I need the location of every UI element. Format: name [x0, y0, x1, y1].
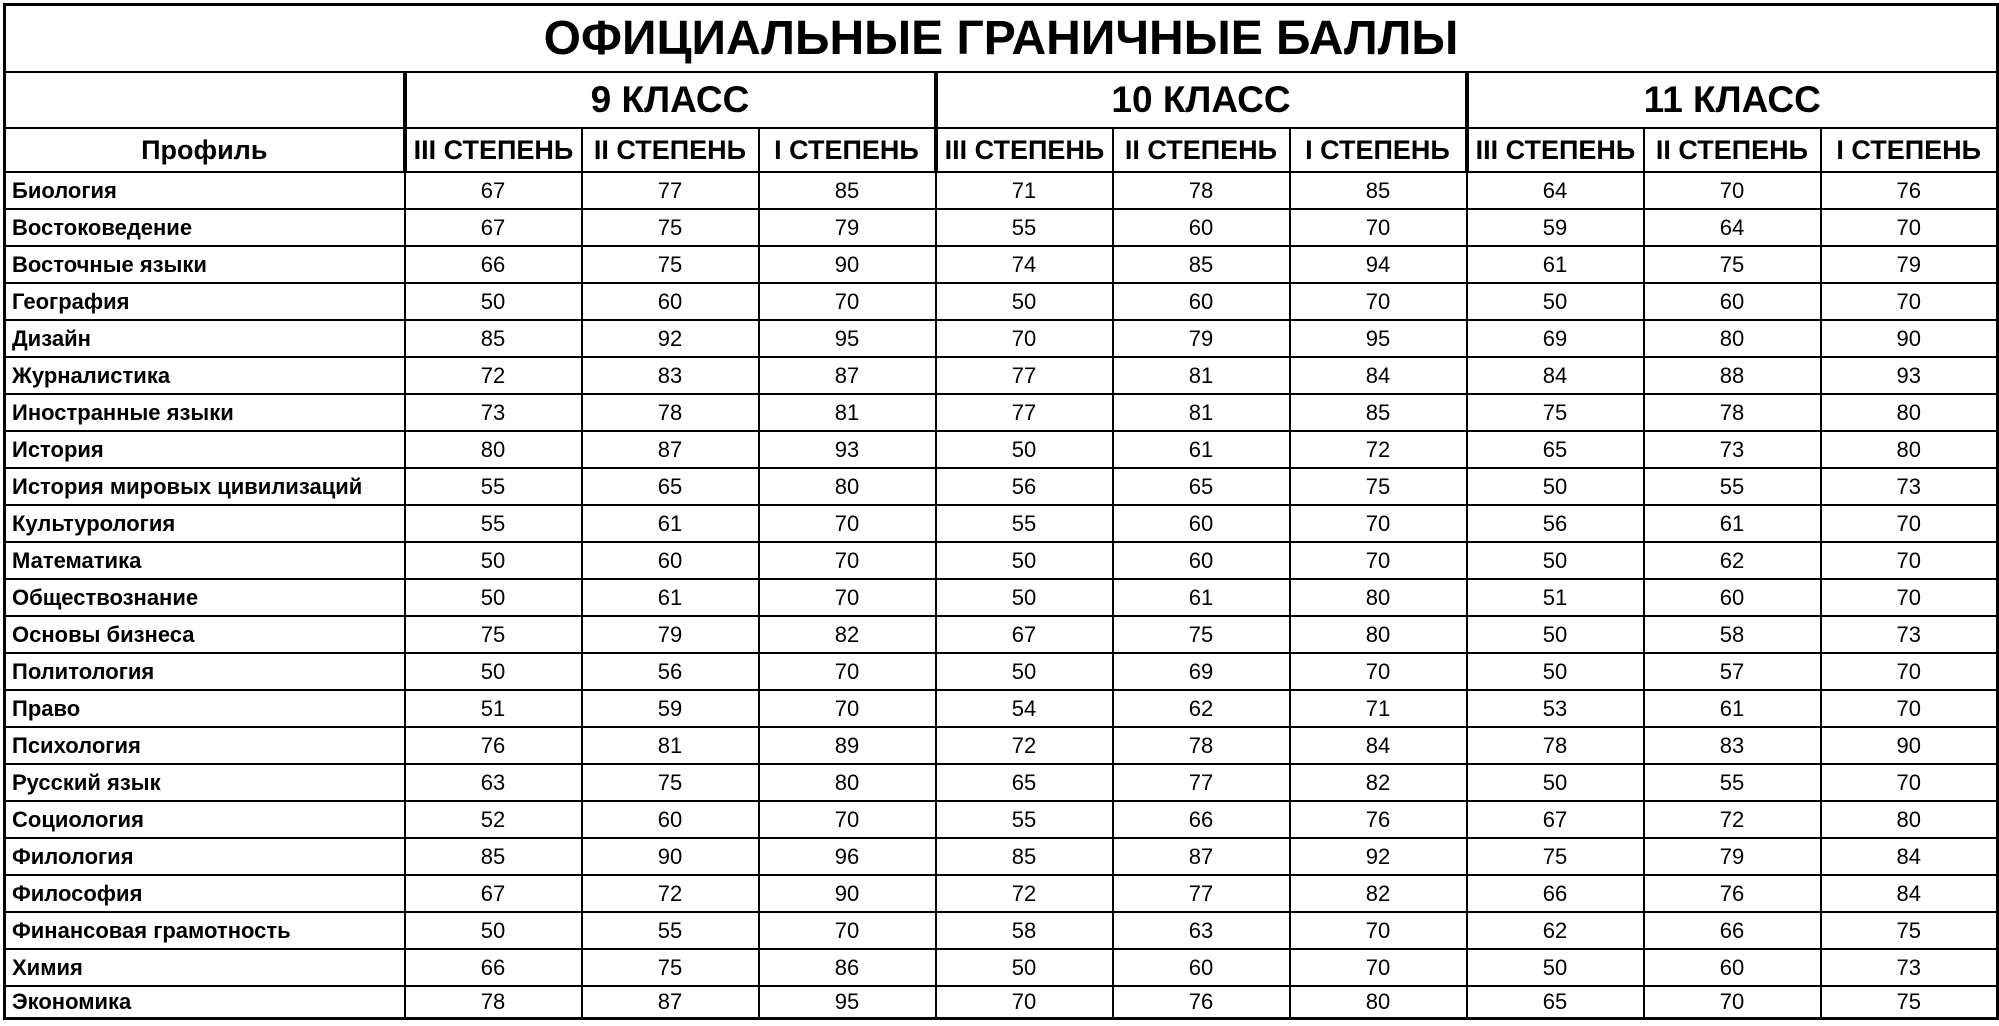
score-cell: 80: [1290, 986, 1467, 1019]
table-row: [5, 320, 1998, 357]
score-cell: 75: [582, 246, 759, 283]
subject-cell: Философия: [5, 875, 405, 912]
score-cell: 85: [405, 838, 582, 875]
score-cell: 67: [936, 616, 1113, 653]
score-cell: 70: [1290, 209, 1467, 246]
score-cell: 77: [936, 357, 1113, 394]
score-cell: 50: [936, 431, 1113, 468]
score-cell: 90: [1821, 727, 1998, 764]
score-cell: 70: [1821, 283, 1998, 320]
subject-cell: Социология: [5, 801, 405, 838]
score-cell: 86: [759, 949, 936, 986]
score-cell: 70: [936, 986, 1113, 1019]
score-cell: 93: [1821, 357, 1998, 394]
table-row: [5, 801, 1998, 838]
score-cell: 73: [405, 394, 582, 431]
score-cell: 85: [1290, 172, 1467, 209]
score-cell: 50: [1467, 764, 1644, 801]
score-cell: 62: [1113, 690, 1290, 727]
score-cell: 66: [1113, 801, 1290, 838]
score-cell: 73: [1821, 949, 1998, 986]
table-title: ОФИЦИАЛЬНЫЕ ГРАНИЧНЫЕ БАЛЛЫ: [5, 5, 1998, 73]
score-cell: 55: [1644, 468, 1821, 505]
score-cell: 60: [582, 801, 759, 838]
score-cell: 56: [582, 653, 759, 690]
score-cell: 77: [936, 394, 1113, 431]
subject-cell: История: [5, 431, 405, 468]
score-cell: 90: [759, 875, 936, 912]
score-cell: 50: [1467, 949, 1644, 986]
score-cell: 75: [1467, 838, 1644, 875]
table-row: [5, 616, 1998, 653]
score-cell: 80: [1290, 616, 1467, 653]
table-row: [5, 986, 1998, 1019]
score-cell: 75: [582, 949, 759, 986]
score-cell: 54: [936, 690, 1113, 727]
degree-header-9-i: I СТЕПЕНЬ: [759, 128, 936, 172]
score-cell: 75: [1644, 246, 1821, 283]
score-cell: 70: [1821, 764, 1998, 801]
subject-cell: Биология: [5, 172, 405, 209]
score-cell: 70: [759, 912, 936, 949]
score-cell: 60: [1644, 949, 1821, 986]
grade-header-10: 10 КЛАСС: [936, 72, 1467, 128]
table-row: [5, 172, 1998, 209]
score-cell: 70: [1290, 542, 1467, 579]
score-cell: 58: [1644, 616, 1821, 653]
score-cell: 95: [1290, 320, 1467, 357]
score-cell: 61: [1113, 579, 1290, 616]
subject-cell: Журналистика: [5, 357, 405, 394]
score-cell: 55: [936, 209, 1113, 246]
score-cell: 76: [1290, 801, 1467, 838]
score-cell: 65: [582, 468, 759, 505]
score-cell: 50: [936, 283, 1113, 320]
table-row: [5, 283, 1998, 320]
score-cell: 55: [936, 505, 1113, 542]
degree-header-10-i: I СТЕПЕНЬ: [1290, 128, 1467, 172]
score-cell: 70: [936, 320, 1113, 357]
score-cell: 66: [405, 949, 582, 986]
score-cell: 70: [1821, 542, 1998, 579]
score-cell: 50: [936, 542, 1113, 579]
score-cell: 63: [405, 764, 582, 801]
score-cell: 81: [759, 394, 936, 431]
subject-cell: Востоковедение: [5, 209, 405, 246]
score-cell: 52: [405, 801, 582, 838]
score-cell: 80: [1821, 431, 1998, 468]
score-cell: 88: [1644, 357, 1821, 394]
score-cell: 84: [1290, 357, 1467, 394]
score-cell: 67: [1467, 801, 1644, 838]
score-cell: 78: [1467, 727, 1644, 764]
score-cell: 73: [1644, 431, 1821, 468]
score-cell: 60: [582, 542, 759, 579]
grade-header-blank: [5, 72, 405, 128]
grade-header-11: 11 КЛАСС: [1467, 72, 1998, 128]
score-cell: 50: [1467, 616, 1644, 653]
grade-header-row: [5, 72, 1998, 128]
score-cell: 80: [1821, 801, 1998, 838]
score-cell: 87: [582, 986, 759, 1019]
score-cell: 72: [582, 875, 759, 912]
score-cell: 78: [405, 986, 582, 1019]
degree-header-9-ii: II СТЕПЕНЬ: [582, 128, 759, 172]
score-cell: 77: [582, 172, 759, 209]
score-cell: 93: [759, 431, 936, 468]
score-cell: 80: [405, 431, 582, 468]
table-row: [5, 505, 1998, 542]
score-cell: 61: [1644, 505, 1821, 542]
score-cell: 70: [1821, 209, 1998, 246]
degree-header-row: [5, 128, 1998, 172]
score-cell: 50: [405, 653, 582, 690]
score-cell: 60: [582, 283, 759, 320]
score-cell: 90: [759, 246, 936, 283]
score-cell: 50: [936, 949, 1113, 986]
score-cell: 71: [1290, 690, 1467, 727]
subject-cell: История мировых цивилизаций: [5, 468, 405, 505]
score-cell: 70: [1644, 172, 1821, 209]
score-cell: 70: [1290, 505, 1467, 542]
score-cell: 70: [1821, 690, 1998, 727]
score-cell: 51: [405, 690, 582, 727]
score-cell: 79: [1644, 838, 1821, 875]
score-cell: 84: [1467, 357, 1644, 394]
score-cell: 75: [405, 616, 582, 653]
degree-header-9-iii: III СТЕПЕНЬ: [405, 128, 582, 172]
score-cell: 89: [759, 727, 936, 764]
score-cell: 75: [582, 209, 759, 246]
table-row: [5, 764, 1998, 801]
table-row: [5, 246, 1998, 283]
score-cell: 72: [1644, 801, 1821, 838]
score-cell: 75: [1821, 912, 1998, 949]
score-cell: 63: [1113, 912, 1290, 949]
profile-column-header: Профиль: [5, 128, 405, 172]
score-cell: 83: [582, 357, 759, 394]
score-cell: 87: [759, 357, 936, 394]
score-cell: 50: [1467, 653, 1644, 690]
score-cell: 72: [1290, 431, 1467, 468]
score-cell: 70: [1290, 283, 1467, 320]
degree-header-11-iii: III СТЕПЕНЬ: [1467, 128, 1644, 172]
score-cell: 64: [1644, 209, 1821, 246]
score-cell: 58: [936, 912, 1113, 949]
table-row: [5, 357, 1998, 394]
score-cell: 60: [1113, 542, 1290, 579]
score-cell: 50: [405, 912, 582, 949]
score-cell: 79: [1821, 246, 1998, 283]
score-cell: 67: [405, 209, 582, 246]
score-cell: 79: [1113, 320, 1290, 357]
subject-cell: Обществознание: [5, 579, 405, 616]
score-cell: 76: [405, 727, 582, 764]
score-cell: 81: [1113, 394, 1290, 431]
score-cell: 64: [1467, 172, 1644, 209]
score-cell: 80: [759, 764, 936, 801]
score-cell: 78: [1644, 394, 1821, 431]
subject-cell: Психология: [5, 727, 405, 764]
score-cell: 50: [405, 579, 582, 616]
score-cell: 78: [1113, 172, 1290, 209]
score-cell: 80: [759, 468, 936, 505]
score-cell: 76: [1821, 172, 1998, 209]
score-cell: 77: [1113, 875, 1290, 912]
score-cell: 70: [759, 653, 936, 690]
score-cell: 76: [1113, 986, 1290, 1019]
score-cell: 70: [759, 505, 936, 542]
subject-cell: Политология: [5, 653, 405, 690]
score-cell: 84: [1821, 838, 1998, 875]
score-cell: 76: [1644, 875, 1821, 912]
score-cell: 71: [936, 172, 1113, 209]
score-cell: 56: [1467, 505, 1644, 542]
score-cell: 55: [582, 912, 759, 949]
score-cell: 85: [1113, 246, 1290, 283]
score-cell: 84: [1290, 727, 1467, 764]
score-cell: 90: [1821, 320, 1998, 357]
table-row: [5, 468, 1998, 505]
score-cell: 61: [1113, 431, 1290, 468]
score-cell: 70: [759, 579, 936, 616]
table-row: [5, 690, 1998, 727]
table-row: [5, 912, 1998, 949]
score-cell: 69: [1113, 653, 1290, 690]
score-cell: 59: [1467, 209, 1644, 246]
score-cell: 70: [1644, 986, 1821, 1019]
score-cell: 55: [1644, 764, 1821, 801]
score-cell: 79: [582, 616, 759, 653]
score-cell: 51: [1467, 579, 1644, 616]
subject-cell: Химия: [5, 949, 405, 986]
score-cell: 95: [759, 986, 936, 1019]
score-cell: 78: [582, 394, 759, 431]
score-cell: 70: [1821, 505, 1998, 542]
score-cell: 66: [405, 246, 582, 283]
score-cell: 66: [1467, 875, 1644, 912]
score-cell: 85: [1290, 394, 1467, 431]
score-cell: 80: [1644, 320, 1821, 357]
score-cell: 72: [405, 357, 582, 394]
score-cell: 50: [1467, 468, 1644, 505]
score-cell: 57: [1644, 653, 1821, 690]
table-row: [5, 653, 1998, 690]
score-cell: 84: [1821, 875, 1998, 912]
score-cell: 70: [1290, 653, 1467, 690]
score-cell: 80: [1821, 394, 1998, 431]
score-cell: 61: [582, 505, 759, 542]
score-cell: 90: [582, 838, 759, 875]
score-cell: 74: [936, 246, 1113, 283]
score-cell: 94: [1290, 246, 1467, 283]
subject-cell: Экономика: [5, 986, 405, 1019]
subject-cell: Математика: [5, 542, 405, 579]
grade-header-9: 9 КЛАСС: [405, 72, 936, 128]
score-cell: 59: [582, 690, 759, 727]
table-row: [5, 431, 1998, 468]
subject-cell: Культурология: [5, 505, 405, 542]
score-cell: 60: [1113, 949, 1290, 986]
score-cell: 80: [1290, 579, 1467, 616]
score-cell: 50: [1467, 283, 1644, 320]
score-cell: 72: [936, 875, 1113, 912]
score-cell: 75: [1821, 986, 1998, 1019]
table-row: [5, 394, 1998, 431]
degree-header-11-ii: II СТЕПЕНЬ: [1644, 128, 1821, 172]
score-cell: 87: [1113, 838, 1290, 875]
score-cell: 75: [1113, 616, 1290, 653]
subject-cell: Дизайн: [5, 320, 405, 357]
score-cell: 65: [1467, 431, 1644, 468]
score-cell: 87: [582, 431, 759, 468]
score-cell: 70: [759, 801, 936, 838]
table-row: [5, 875, 1998, 912]
score-rows: [5, 172, 1998, 1019]
score-cell: 65: [936, 764, 1113, 801]
score-cell: 95: [759, 320, 936, 357]
score-cell: 69: [1467, 320, 1644, 357]
score-cell: 50: [1467, 542, 1644, 579]
scores-table: [3, 3, 1999, 1020]
score-cell: 70: [759, 690, 936, 727]
subject-cell: Основы бизнеса: [5, 616, 405, 653]
subject-cell: Иностранные языки: [5, 394, 405, 431]
score-cell: 65: [1113, 468, 1290, 505]
score-cell: 53: [1467, 690, 1644, 727]
subject-cell: Русский язык: [5, 764, 405, 801]
table-row: [5, 838, 1998, 875]
score-cell: 65: [1467, 986, 1644, 1019]
score-cell: 67: [405, 172, 582, 209]
score-cell: 92: [1290, 838, 1467, 875]
score-cell: 50: [405, 542, 582, 579]
table-row: [5, 949, 1998, 986]
score-cell: 70: [759, 542, 936, 579]
score-cell: 85: [759, 172, 936, 209]
score-cell: 75: [582, 764, 759, 801]
score-cell: 50: [936, 653, 1113, 690]
score-cell: 70: [1821, 579, 1998, 616]
score-cell: 70: [759, 283, 936, 320]
score-cell: 83: [1644, 727, 1821, 764]
score-cell: 81: [582, 727, 759, 764]
score-cell: 70: [1821, 653, 1998, 690]
subject-cell: Восточные языки: [5, 246, 405, 283]
score-cell: 75: [1467, 394, 1644, 431]
subject-cell: Право: [5, 690, 405, 727]
score-cell: 82: [759, 616, 936, 653]
score-cell: 82: [1290, 875, 1467, 912]
score-cell: 85: [405, 320, 582, 357]
score-cell: 82: [1290, 764, 1467, 801]
score-cell: 60: [1644, 579, 1821, 616]
score-cell: 62: [1467, 912, 1644, 949]
score-cell: 77: [1113, 764, 1290, 801]
score-cell: 70: [1290, 912, 1467, 949]
score-cell: 73: [1821, 468, 1998, 505]
subject-cell: География: [5, 283, 405, 320]
score-cell: 50: [936, 579, 1113, 616]
score-cell: 62: [1644, 542, 1821, 579]
score-cell: 72: [936, 727, 1113, 764]
score-cell: 67: [405, 875, 582, 912]
table-row: [5, 542, 1998, 579]
degree-header-10-ii: II СТЕПЕНЬ: [1113, 128, 1290, 172]
score-cell: 60: [1113, 505, 1290, 542]
table-row: [5, 579, 1998, 616]
score-cell: 50: [405, 283, 582, 320]
score-cell: 55: [405, 505, 582, 542]
subject-cell: Филология: [5, 838, 405, 875]
degree-header-10-iii: III СТЕПЕНЬ: [936, 128, 1113, 172]
score-cell: 55: [405, 468, 582, 505]
score-cell: 61: [1644, 690, 1821, 727]
score-cell: 96: [759, 838, 936, 875]
score-cell: 60: [1644, 283, 1821, 320]
table-row: [5, 727, 1998, 764]
score-cell: 70: [1290, 949, 1467, 986]
score-cell: 75: [1290, 468, 1467, 505]
score-cell: 78: [1113, 727, 1290, 764]
score-cell: 92: [582, 320, 759, 357]
score-cell: 81: [1113, 357, 1290, 394]
score-cell: 61: [582, 579, 759, 616]
score-cell: 60: [1113, 209, 1290, 246]
score-cell: 60: [1113, 283, 1290, 320]
score-cell: 79: [759, 209, 936, 246]
score-cell: 56: [936, 468, 1113, 505]
table-row: [5, 209, 1998, 246]
score-cell: 73: [1821, 616, 1998, 653]
score-cell: 66: [1644, 912, 1821, 949]
score-cell: 55: [936, 801, 1113, 838]
degree-header-11-i: I СТЕПЕНЬ: [1821, 128, 1998, 172]
subject-cell: Финансовая грамотность: [5, 912, 405, 949]
score-cell: 61: [1467, 246, 1644, 283]
score-cell: 85: [936, 838, 1113, 875]
